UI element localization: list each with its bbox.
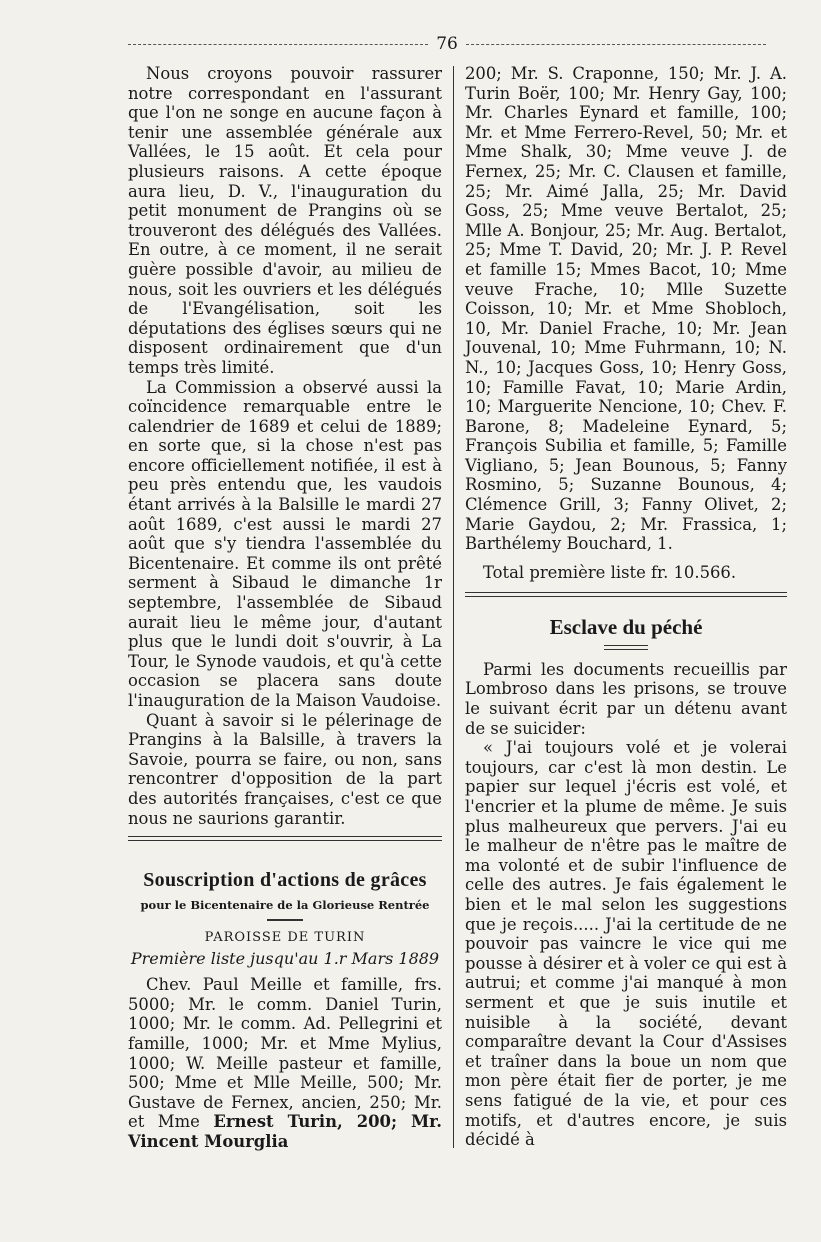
paragraph-commission: La Commission a observé aussi la coïncidence remarquable entre le calendrier de 1689 et celui de 1889; en sorte que, si la chose n'est pas encore officiellement notifiée, il est à peu près entendu que, les vaudois étant arrivés à la Balsille le mardi 27 août 1689, c'est aussi le mardi 27 août que s'y tiendra l'assemblée du Bicentenaire. Et comme ils ont prêté serment à Sibaud le dimanche 1r septembre, l'assemblée de Sibaud aurait lieu le même jour, d'autant plus que le lundi doit s'ouvrir, à La Tour, le Synode vaudois, et qu'à cette occasion se placera sans doute l'inauguration de la Maison Vaudoise. (128, 377, 442, 710)
donor-list-start (128, 975, 442, 1151)
right-column (465, 64, 787, 1150)
section-title-souscription: Souscription d'actions de grâces (143, 869, 427, 892)
donor-list-text: Chev. Paul Meille et famille, frs. 5000; Mr. le comm. Daniel Turin, 1000; Mr. le comm. Ad. Pellegrini et famille, 1000; Mr. et Mme Mylius, 1000; W. Meille pasteur et famille, 500; Mme et Mlle Meille, 500; Mr. Gustave de Fernex, ancien, 250; Mr. et Mme (128, 975, 442, 1132)
donor-list-continued: 200; Mr. S. Craponne, 150; Mr. J. A. Turin Boër, 100; Mr. Henry Gay, 100; Mr. Charles Eynard et famille, 100; Mr. et Mme Ferrero-Revel, 50; Mr. et Mme Shalk, 30; Mme veuve J. de Fernex, 25; Mr. C. Clausen et famille, 25; Mr. Aimé Jalla, 25; Mr. David Goss, 25; Mme veuve Bertalot, 25; Mlle A. Bonjour, 25; Mr. Aug. Bertalot, 25; Mme T. David, 20; Mr. J. P. Revel et famille 15; Mmes Bacot, 10; Mme veuve Frache, 10; Mlle Suzette Coisson, 10; Mr. et Mme Shobloch, 10, Mr. Daniel Frache, 10; Mr. Jean Jouvenal, 10; Mme Fuhrmann, 10; N. N., 10; Jacques Goss, 10; Henry Goss, 10; Famille Favat, 10; Marie Ardin, 10; Marguerite Nencione, 10; Chev. F. Barone, 8; Madeleine Eynard, 5; François Subilia et famille, 5; Famille Vigliano, 5; Jean Bounous, 5; Fanny Rosmino, 5; Suzanne Bounous, 4; Clémence Grill, 3; Fanny Olivet, 2; Marie Gaydou, 2; Mr. Frassica, 1; Barthélemy Bouchard, 1. (465, 64, 787, 554)
article-paragraph-letter: « J'ai toujours volé et je volerai toujours, car c'est là mon destin. Le papier sur lequel j'écris est volé, et l'encrier et la plume de même. Je suis plus malheureux que pervers. J'ai eu le malheur de n'être pas le maître de ma volonté et de subir l'influence de celle des autres. Je fais également le bien et le mal selon les suggestions que je reçois..... J'ai la certitude de ne pouvoir pas vaincre le vice qui me pousse à désirer et à voler ce qui est à autrui; et comme j'ai manqué à mon serment et que je suis inutile et nuisible à la société, devant comparaître devant la Cour d'Assises et traîner dans la boue un nom que mon père était fier de porter, je me sens fatigué de la vie, et pour ces motifs, et d'autres encore, je suis décidé à (465, 738, 787, 1150)
article-paragraph-intro: Parmi les documents recueillis par Lombroso dans les prisons, se trouve le suivant écrit par un détenu avant de se suicider: (465, 659, 787, 738)
article-divider (465, 592, 787, 597)
paragraph-assemblee: Nous croyons pouvoir rassurer notre correspondant en l'assurant que l'on ne songe en aucune façon à tenir une assemblée générale aux Vallées, le 15 août. Et cela pour plusieurs raisons. A cette époque aura lieu, D. V., l'inauguration du petit monument de Prangins où se trouveront des délégués des Vallées. En outre, à ce moment, il ne serait guère possible d'avoir, au milieu de nous, soit les ouvriers et les délégués de l'Evangélisation, soit les députations des églises sœurs qui ne disposent ordinairement que d'un temps très limité. (128, 64, 442, 377)
section-divider (128, 836, 442, 841)
header-rule-left (128, 44, 428, 45)
title-underline (604, 645, 648, 650)
donor-list-bold: Ernest Turin, 200; Mr. Vincent Mourglia (128, 1112, 442, 1151)
section-subtitle: pour le Bicentenaire de la Glorieuse Rentrée (140, 898, 430, 913)
parish-heading: PAROISSE DE TURIN (204, 930, 366, 946)
page-header (128, 32, 766, 56)
list-title: Première liste jusqu'au 1.r Mars 1889 (130, 949, 440, 969)
article-title-esclave: Esclave du péché (549, 614, 703, 639)
page-number: 76 (436, 34, 458, 54)
paragraph-pelerinage: Quant à savoir si le pélerinage de Prangins à la Balsille, à travers la Savoie, pourra se faire, ou non, sans rencontrer d'opposition de la part des autorités françaises, c'est ce que nous ne saurions garantir. (128, 710, 442, 828)
list-total: Total première liste fr. 10.566. (483, 562, 737, 582)
left-column (128, 64, 442, 1152)
header-rule-right (466, 44, 766, 45)
column-divider (453, 66, 454, 1148)
short-divider (267, 919, 303, 921)
